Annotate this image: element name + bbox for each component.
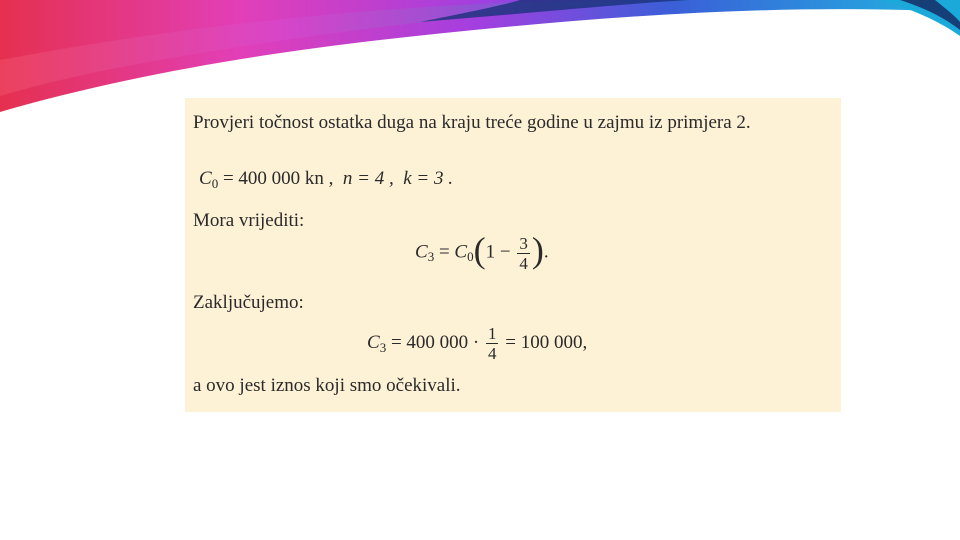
c0-subscript: 0 bbox=[211, 176, 219, 191]
eq1-fraction bbox=[517, 234, 530, 273]
eq1-numerator: 3 bbox=[519, 233, 528, 253]
eq1-open-paren: ( bbox=[473, 230, 486, 270]
eq1-c0-subscript: 0 bbox=[467, 249, 474, 265]
c0-value: = 400 000 kn , bbox=[222, 168, 334, 189]
closing-sentence: a ovo jest iznos koji smo očekivali. bbox=[193, 375, 461, 396]
eq1-denominator: 4 bbox=[519, 253, 528, 273]
given-values bbox=[199, 168, 453, 190]
eq1-one-minus: 1 − bbox=[485, 241, 511, 263]
eq2-numerator: 1 bbox=[487, 324, 497, 343]
equation-2 bbox=[367, 324, 587, 363]
k-value: k = 3 . bbox=[403, 168, 453, 189]
equation-1 bbox=[415, 232, 549, 274]
conclude-label: Zaključujemo: bbox=[193, 292, 304, 313]
eq2-fraction bbox=[486, 324, 499, 363]
eq2-result: = 100 000, bbox=[505, 331, 588, 353]
eq1-equals: = bbox=[438, 241, 450, 263]
eq1-end: . bbox=[543, 241, 549, 263]
n-value: n = 4 , bbox=[342, 168, 394, 189]
eq2-c3-subscript: 3 bbox=[379, 339, 387, 355]
problem-statement: Provjeri točnost ostatka duga na kraju treće godine u zajmu iz primjera 2. bbox=[193, 112, 751, 133]
eq1-close-paren: ) bbox=[531, 230, 544, 270]
c3-subscript: 3 bbox=[427, 249, 435, 265]
eq2-middle: = 400 000 · bbox=[390, 331, 480, 353]
eq1-c0-symbol: C bbox=[454, 241, 468, 263]
math-example-box bbox=[185, 98, 841, 412]
eq2-c3-symbol: C bbox=[367, 331, 380, 353]
c0-symbol: C bbox=[199, 168, 212, 189]
c3-symbol: C bbox=[415, 241, 428, 263]
must-hold-label: Mora vrijediti: bbox=[193, 210, 305, 231]
eq2-denominator: 4 bbox=[487, 344, 497, 363]
